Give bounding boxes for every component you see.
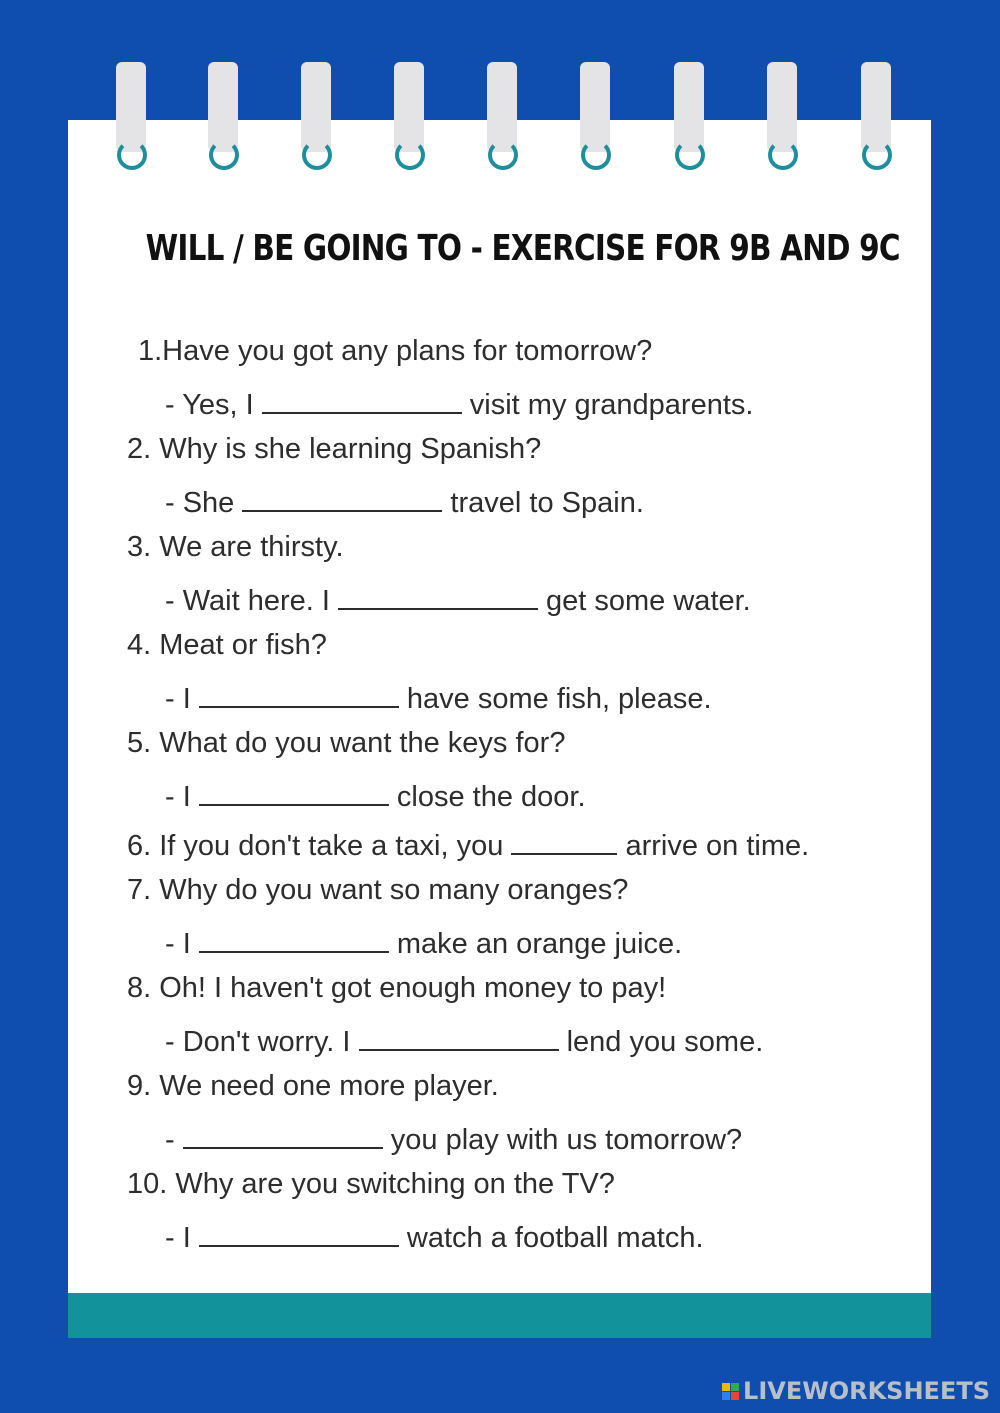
question-9: 9. We need one more player. <box>127 1070 499 1102</box>
worksheet-title: WILL / BE GOING TO - EXERCISE FOR 9B AND 9C <box>145 228 900 269</box>
answer-blank-3[interactable] <box>338 582 538 610</box>
answer-2: - She travel to Spain. <box>165 484 644 518</box>
answer-7: - I make an orange juice. <box>165 925 682 959</box>
spiral-ring-4 <box>394 62 424 162</box>
question-4: 4. Meat or fish? <box>127 629 327 661</box>
answer-8: - Don't worry. I lend you some. <box>165 1023 763 1057</box>
spiral-ring-1 <box>116 62 146 162</box>
question-2: 2. Why is she learning Spanish? <box>127 433 542 465</box>
answer-blank-9[interactable] <box>183 1121 383 1149</box>
question-7: 7. Why do you want so many oranges? <box>127 874 629 906</box>
question-5: 5. What do you want the keys for? <box>127 727 566 759</box>
spiral-ring-8 <box>767 62 797 162</box>
footer-band <box>68 1293 931 1338</box>
answer-blank-4[interactable] <box>199 680 399 708</box>
answer-blank-6[interactable] <box>511 827 617 855</box>
spiral-ring-2 <box>208 62 238 162</box>
answer-blank-5[interactable] <box>199 778 389 806</box>
question-1: 1.Have you got any plans for tomorrow? <box>138 335 653 367</box>
answer-10: - I watch a football match. <box>165 1219 704 1253</box>
answer-4: - I have some fish, please. <box>165 680 712 714</box>
answer-blank-2[interactable] <box>242 484 442 512</box>
answer-3: - Wait here. I get some water. <box>165 582 751 616</box>
spiral-ring-9 <box>861 62 891 162</box>
question-10: 10. Why are you switching on the TV? <box>127 1168 615 1200</box>
answer-1: - Yes, I visit my grandparents. <box>165 386 753 420</box>
liveworksheets-logo-icon <box>722 1383 739 1400</box>
question-8: 8. Oh! I haven't got enough money to pay! <box>127 972 667 1004</box>
spiral-ring-3 <box>301 62 331 162</box>
spiral-ring-7 <box>674 62 704 162</box>
answer-blank-10[interactable] <box>199 1219 399 1247</box>
question-6: 6. If you don't take a taxi, you arrive on time. <box>127 827 809 861</box>
spiral-ring-6 <box>580 62 610 162</box>
answer-blank-8[interactable] <box>359 1023 559 1051</box>
answer-blank-7[interactable] <box>199 925 389 953</box>
spiral-ring-5 <box>487 62 517 162</box>
answer-9: - you play with us tomorrow? <box>165 1121 742 1155</box>
answer-blank-1[interactable] <box>262 386 462 414</box>
watermark-text: LIVEWORKSHEETS <box>743 1377 990 1405</box>
question-3: 3. We are thirsty. <box>127 531 344 563</box>
answer-5: - I close the door. <box>165 778 586 812</box>
watermark <box>722 1377 990 1405</box>
